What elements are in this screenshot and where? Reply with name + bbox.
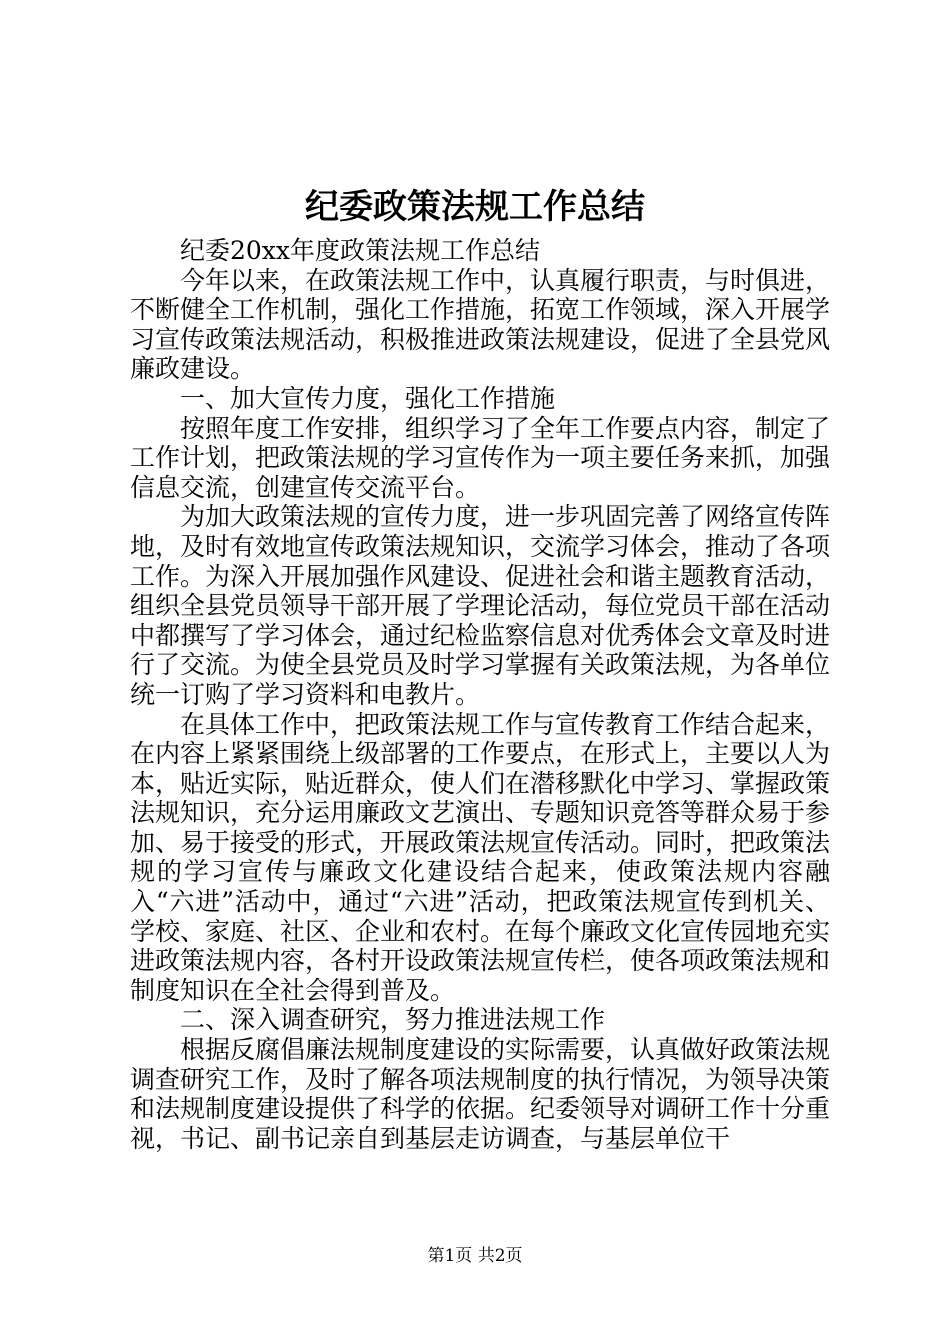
paragraph: 为加大政策法规的宣传力度，进一步巩固完善了网络宣传阵地，及时有效地宣传政策法规知识，交流学习体会，推动了各项工作。为深入开展加强作风建设、促进社会和谐主题教育活动，组织全县党员领导干部开展了学理论活动，每位党员干部在活动中都撰写了学习体会，通过纪检监察信息对优秀体会文章及时进行了交流。为使全县党员及时学习掌握有关政策法规，为各单位统一订购了学习资料和电教片。 [130,502,831,709]
section-heading-2: 二、深入调查研究，努力推进法规工作 [180,1005,606,1035]
paragraph-intro: 今年以来，在政策法规工作中，认真履行职责，与时俱进，不断健全工作机制，强化工作措施，拓宽工作领域，深入开展学习宣传政策法规活动，积极推进政策法规建设，促进了全县党风廉政建设。 [130,265,831,384]
paragraph-subtitle: 纪委20xx年度政策法规工作总结 [180,236,541,265]
paragraph: 根据反腐倡廉法规制度建设的实际需要，认真做好政策法规调查研究工作，及时了解各项法规制度的执行情况，为领导决策和法规制度建设提供了科学的依据。纪委领导对调研工作十分重视，书记、副书记亲自到基层走访调查，与基层单位干 [130,1035,831,1153]
document-title: 纪委政策法规工作总结 [305,187,645,227]
paragraph: 在具体工作中，把政策法规工作与宣传教育工作结合起来，在内容上紧紧围绕上级部署的工作要点，在形式上，主要以人为本，贴近实际，贴近群众，使人们在潜移默化中学习、掌握政策法规知识，充分运用廉政文艺演出、专题知识竞答等群众易于参加、易于接受的形式，开展政策法规宣传活动。同时，把政策法规的学习宣传与廉政文化建设结合起来，使政策法规内容融入“六进”活动中，通过“六进”活动，把政策法规宣传到机关、学校、家庭、社区、企业和农村。在每个廉政文化宣传园地充实进政策法规内容，各村开设政策法规宣传栏，使各项政策法规和制度知识在全社会得到普及。 [130,709,831,1005]
document-body [130,236,830,1153]
page-footer: 第1页 共2页 [427,1246,523,1266]
paragraph: 按照年度工作安排，组织学习了全年工作要点内容，制定了工作计划，把政策法规的学习宣传作为一项主要任务来抓，加强信息交流，创建宣传交流平台。 [130,413,831,502]
section-heading-1: 一、加大宣传力度，强化工作措施 [180,383,556,413]
